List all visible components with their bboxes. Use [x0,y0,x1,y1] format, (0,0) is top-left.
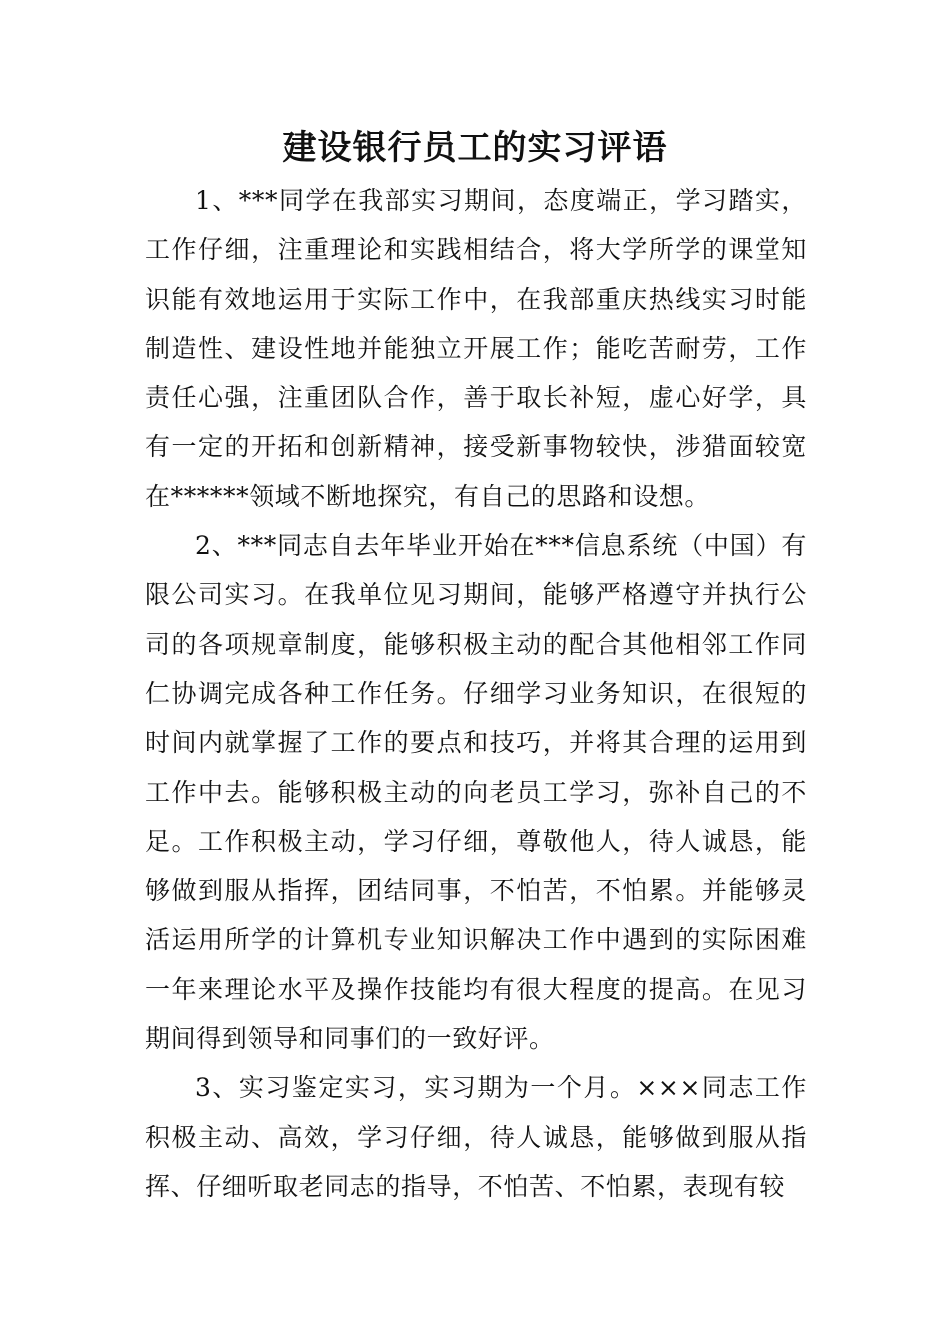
paragraph-3: 3、实习鉴定实习，实习期为一个月。×××同志工作积极主动、高效，学习仔细，待人诚恳，能够做到服从指挥、仔细听取老同志的指导，不怕苦、不怕累，表现有较 [145,1073,807,1201]
paragraph-2: 2、***同志自去年毕业开始在***信息系统（中国）有限公司实习。在我单位见习期间，能够严格遵守并执行公司的各项规章制度，能够积极主动的配合其他相邻工作同仁协调完成各种工作任务。仔细学习业务知识，在很短的时间内就掌握了工作的要点和技巧，并将其合理的运用到工作中去。能够积极主动的向老员工学习，弥补自己的不足。工作积极主动，学习仔细，尊敬他人，待人诚恳，能够做到服从指挥，团结同事，不怕苦，不怕累。并能够灵活运用所学的计算机专业知识解决工作中遇到的实际困难一年来理论水平及操作技能均有很大程度的提高。在见习期间得到领导和同事们的一致好评。 [145,531,807,1054]
document-title: 建设银行员工的实习评语 [282,128,668,168]
document-body [145,176,807,1211]
paragraph-1: 1、***同学在我部实习期间，态度端正，学习踏实，工作仔细，注重理论和实践相结合，将大学所学的课堂知识能有效地运用于实际工作中，在我部重庆热线实习时能制造性、建设性地并能独立开展工作；能吃苦耐劳，工作责任心强，注重团队合作，善于取长补短，虚心好学，具有一定的开拓和创新精神，接受新事物较快，涉猎面较宽在******领域不断地探究，有自己的思路和设想。 [145,186,807,511]
